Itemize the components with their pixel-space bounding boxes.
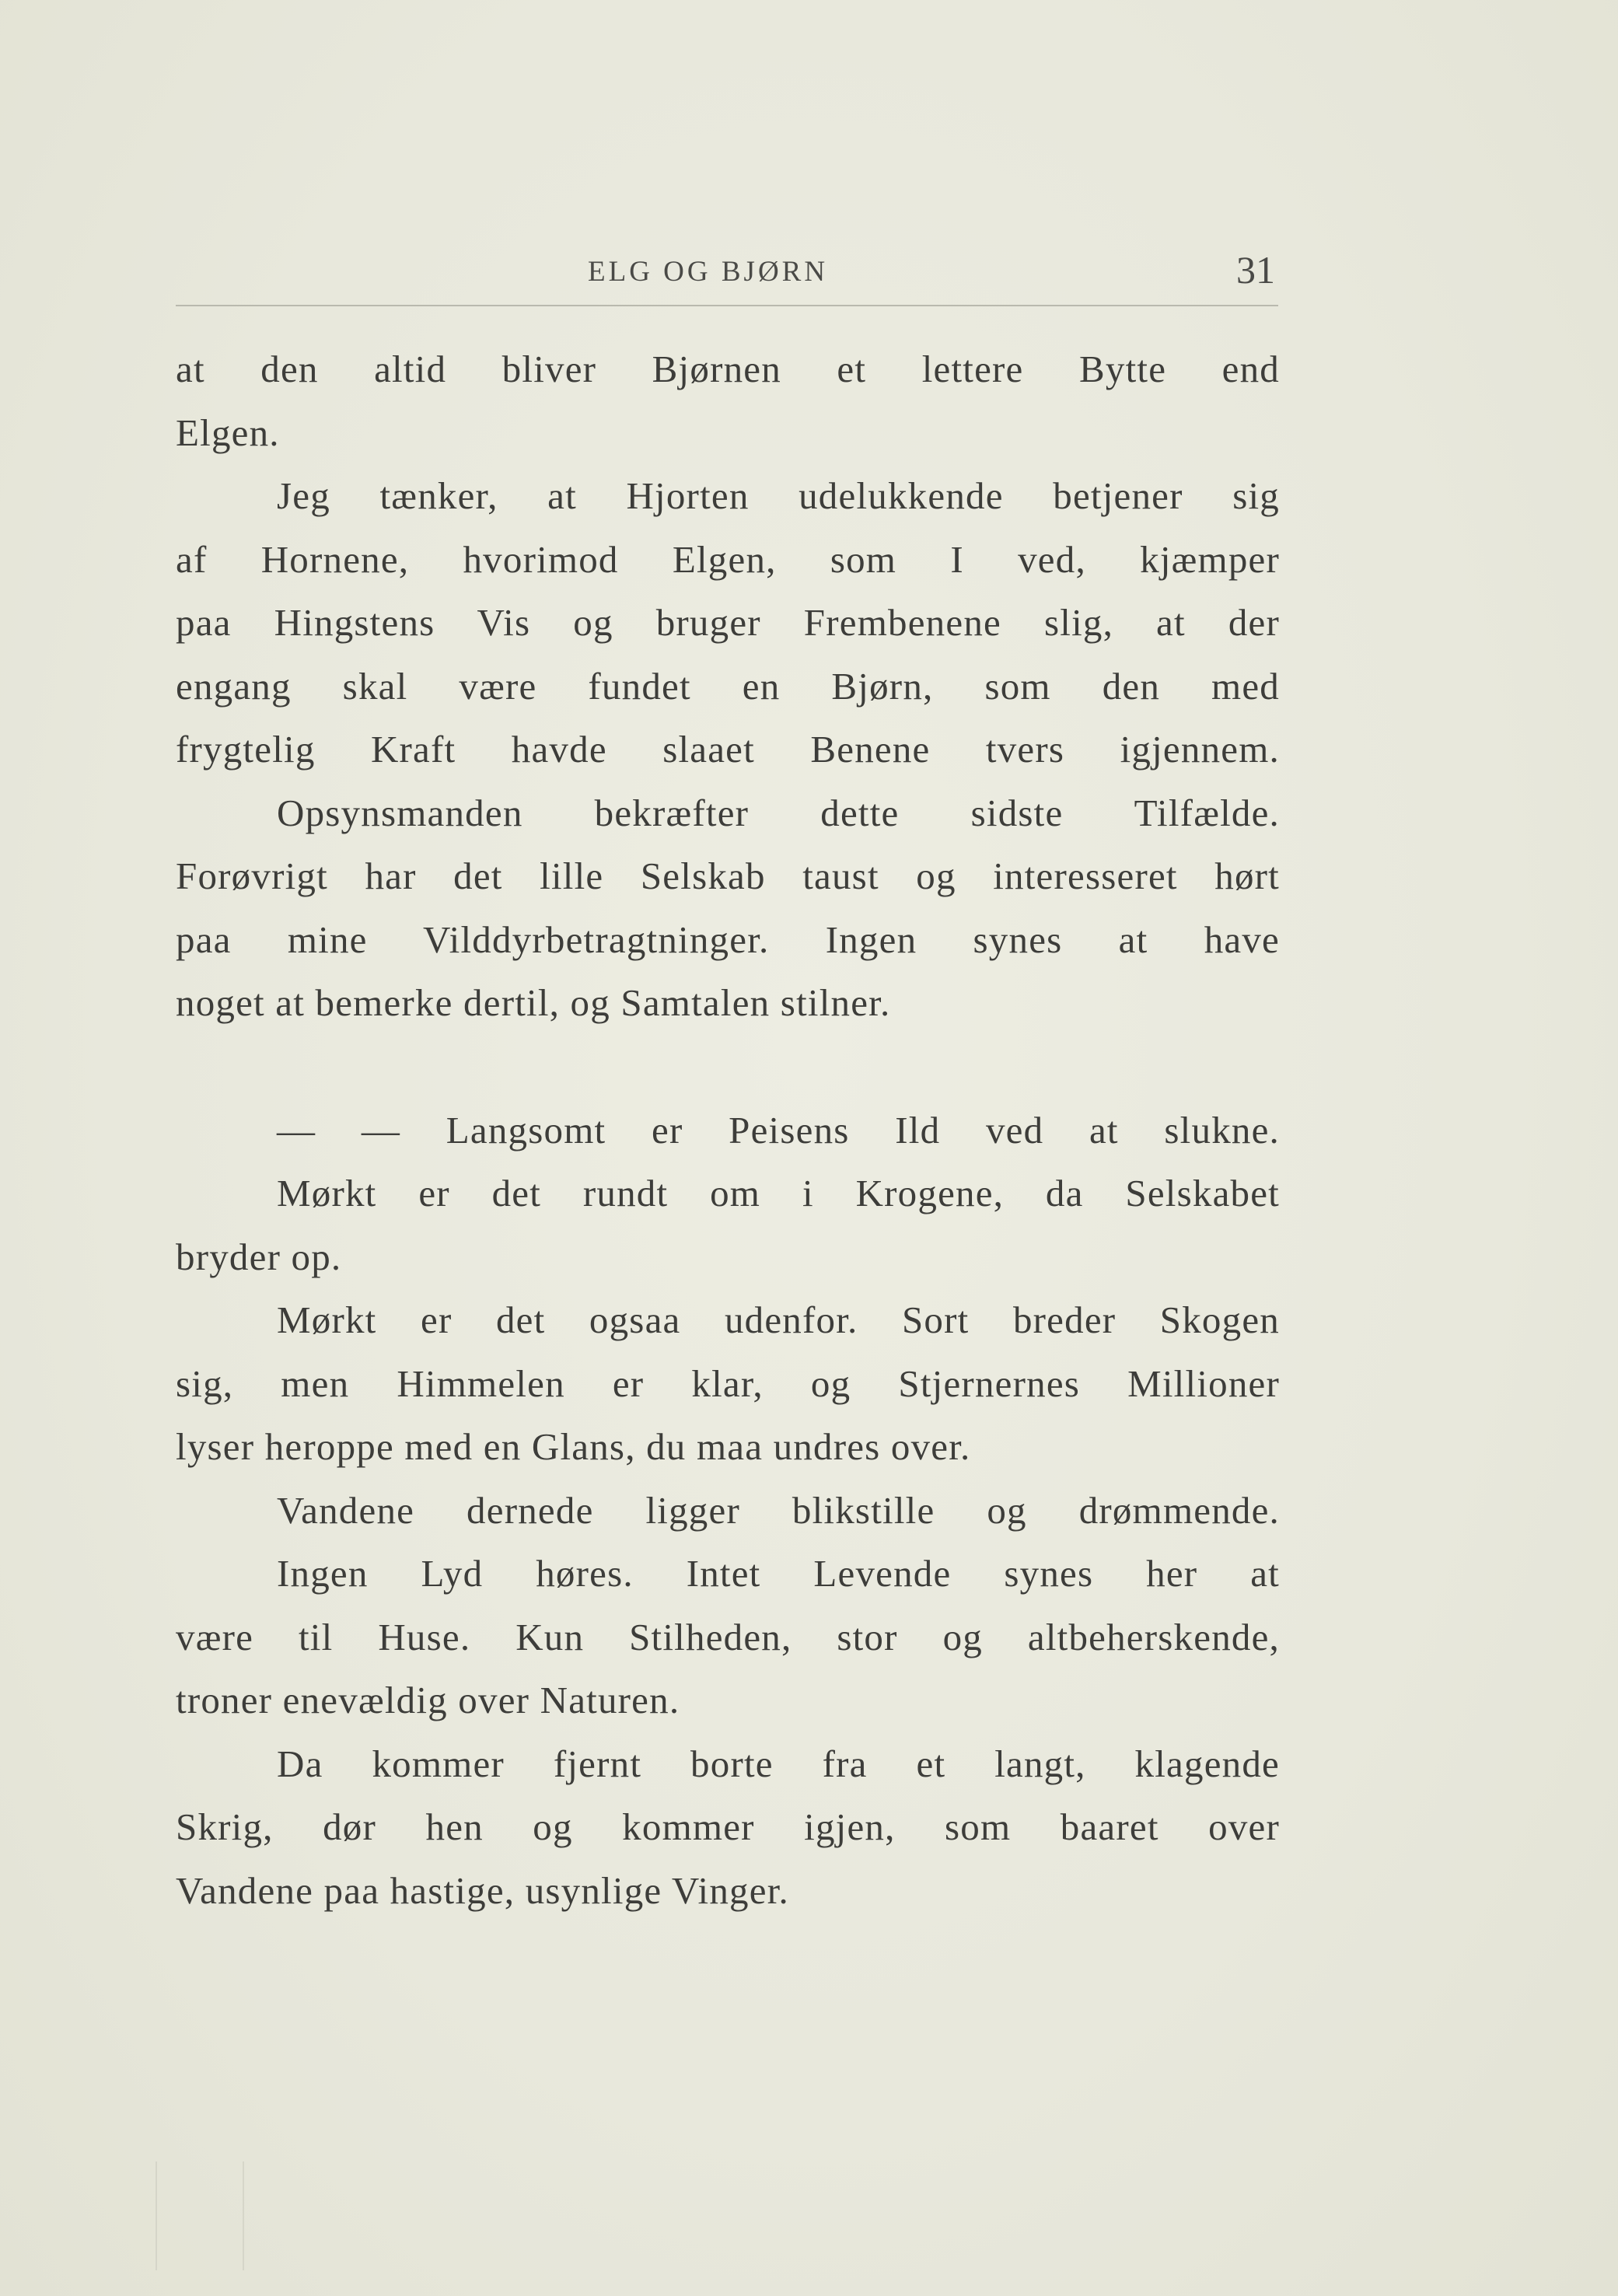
text-line: noget at bemerke dertil, og Samtalen stilner. [176, 981, 891, 1024]
text-line: paa Hingstens Vis og bruger Frembenene slig, at der [176, 601, 1280, 644]
text-line: sig, men Himmelen er klar, og Stjernernes Millioner [176, 1361, 1280, 1405]
text-line: engang skal være fundet en Bjørn, som den med [176, 664, 1280, 708]
page-number: 31 [1236, 248, 1275, 292]
text-line: af Hornene, hvorimod Elgen, som I ved, kjæmper [176, 537, 1280, 581]
text-line: — — Langsomt er Peisens Ild ved at slukne. [277, 1108, 1280, 1151]
text-line: Skrig, dør hen og kommer igjen, som baaret over [176, 1805, 1280, 1848]
scan-artifact [156, 2161, 244, 2270]
text-line: bryder op. [176, 1235, 342, 1278]
text-line: Vandene dernede ligger blikstille og drømmende. [277, 1488, 1280, 1532]
text-line: være til Huse. Kun Stilheden, stor og altbeherskende, [176, 1615, 1280, 1658]
text-line: Vandene paa hastige, usynlige Vinger. [176, 1868, 789, 1912]
body-text [176, 337, 1288, 1922]
text-line: Mørkt er det ogsaa udenfor. Sort breder Skogen [277, 1298, 1280, 1341]
text-line: paa mine Vilddyrbetragtninger. Ingen synes at have [176, 917, 1280, 961]
text-line: Ingen Lyd høres. Intet Levende synes her at [277, 1552, 1280, 1595]
section-gap [176, 1035, 1288, 1099]
text-line: Opsynsmanden bekræfter dette sidste Tilfælde. [277, 791, 1280, 834]
text-line: lyser heroppe med en Glans, du maa undres over. [176, 1425, 971, 1468]
text-line: troner enevældig over Naturen. [176, 1679, 680, 1721]
text-line: Jeg tænker, at Hjorten udelukkende betjener sig [277, 474, 1280, 517]
text-line: Forøvrigt har det lille Selskab taust og interesseret hørt [176, 854, 1280, 897]
text-line: frygtelig Kraft havde slaaet Benene tvers igjennem. [176, 728, 1280, 771]
text-line: Da kommer fjernt borte fra et langt, klagende [277, 1742, 1280, 1785]
page-header [176, 250, 1278, 306]
text-line: Elgen. [176, 411, 280, 454]
text-line: at den altid bliver Bjørnen et lettere Bytte end [176, 348, 1280, 390]
text-line: Mørkt er det rundt om i Krogene, da Selskabet [277, 1172, 1280, 1214]
running-title: ELG OG BJØRN [588, 256, 829, 288]
